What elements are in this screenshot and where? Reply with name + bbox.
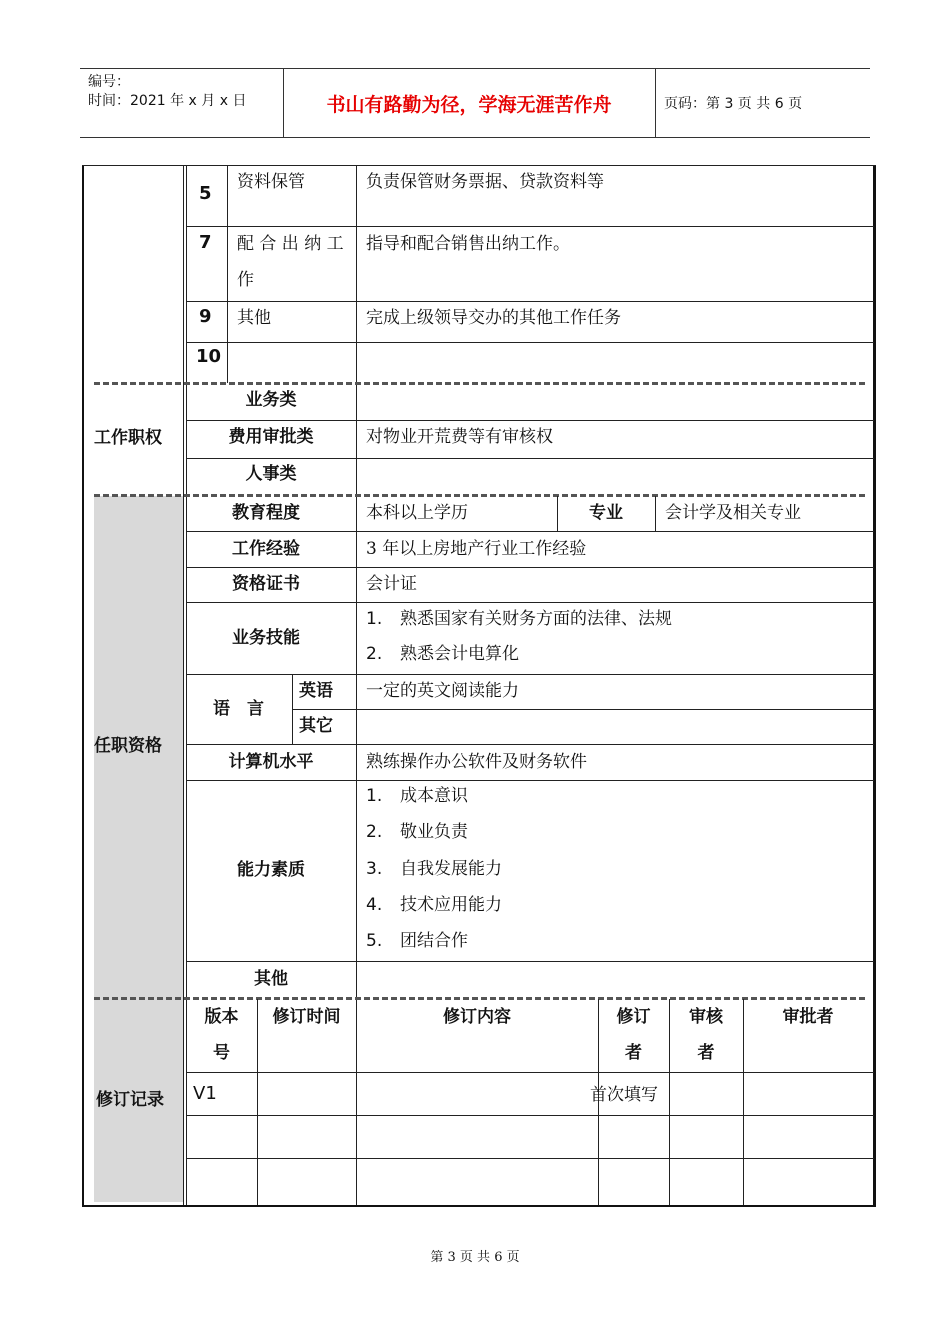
authority-label: 人事类 xyxy=(245,464,297,484)
duty-name: 资料保管 xyxy=(237,172,305,192)
header-content: 修订内容 xyxy=(443,1007,511,1027)
skill-item xyxy=(366,643,519,665)
major-value: 会计学及相关专业 xyxy=(665,503,801,523)
duty-number: 5 xyxy=(199,183,212,204)
header-auditor: 审核 xyxy=(689,1007,723,1027)
header-version-cont: 号 xyxy=(213,1043,230,1063)
section-separator xyxy=(94,382,865,385)
education-label: 教育程度 xyxy=(232,503,300,523)
english-label: 英语 xyxy=(299,681,333,701)
other-label: 其他 xyxy=(254,969,288,989)
skill-item xyxy=(366,608,672,630)
time-label: 时间：2021 年 x 月 x 日 xyxy=(88,93,247,109)
experience-value: 3 年以上房地产行业工作经验 xyxy=(366,539,587,559)
other-language-label: 其它 xyxy=(299,716,333,736)
language-label: 语 言 xyxy=(213,699,264,719)
header-meta xyxy=(88,73,246,111)
duty-number: 9 xyxy=(199,306,212,327)
header-reviser-cont: 者 xyxy=(625,1043,642,1063)
education-value: 本科以上学历 xyxy=(366,503,468,523)
page-footer: 第 3 页 共 6 页 xyxy=(430,1250,520,1265)
duty-number: 7 xyxy=(199,232,212,253)
ability-number: 5. xyxy=(366,931,383,951)
major-label: 专业 xyxy=(589,503,623,523)
section-separator xyxy=(94,494,865,497)
ability-number: 1. xyxy=(366,786,383,806)
header-auditor-cont: 者 xyxy=(697,1043,715,1063)
ability-item xyxy=(366,785,468,807)
ability-text: 团结合作 xyxy=(400,931,468,951)
ability-text: 敬业负责 xyxy=(400,822,468,842)
section-separator xyxy=(94,997,865,1000)
ability-item xyxy=(366,858,502,880)
duty-desc: 完成上级领导交办的其他工作任务 xyxy=(366,308,621,328)
ability-text: 自我发展能力 xyxy=(400,859,502,879)
header-version: 版本 xyxy=(204,1007,239,1027)
ability-item xyxy=(366,930,468,952)
ability-item xyxy=(366,821,468,843)
duty-number: 10 xyxy=(196,346,222,367)
authority-label: 业务类 xyxy=(245,390,297,410)
ability-number: 2. xyxy=(366,822,383,842)
ability-label: 能力素质 xyxy=(237,860,305,880)
skills-label: 业务技能 xyxy=(232,628,300,648)
skill-text: 熟悉会计电算化 xyxy=(400,644,519,664)
english-value: 一定的英文阅读能力 xyxy=(366,681,519,701)
certificate-label: 资格证书 xyxy=(232,574,300,594)
header-approver: 审批者 xyxy=(782,1007,834,1027)
computer-label: 计算机水平 xyxy=(228,752,314,772)
header-motto: 书山有路勤为径，学海无涯苦作舟 xyxy=(326,93,612,116)
ability-text: 成本意识 xyxy=(400,786,468,806)
section-title-authority: 工作职权 xyxy=(94,428,162,448)
header-page-info: 页码：第 3 页 共 6 页 xyxy=(664,96,803,112)
ability-number: 3. xyxy=(366,859,383,879)
skill-number: 1. xyxy=(366,609,383,629)
ability-item xyxy=(366,894,502,916)
computer-value: 熟练操作办公软件及财务软件 xyxy=(366,752,587,772)
duty-name: 其他 xyxy=(237,308,271,328)
section-title-revision: 修订记录 xyxy=(96,1090,164,1110)
duty-desc: 指导和配合销售出纳工作。 xyxy=(366,234,570,254)
header-reviser: 修订 xyxy=(616,1007,651,1027)
revision-version: V1 xyxy=(193,1083,217,1104)
certificate-value: 会计证 xyxy=(366,574,417,594)
ability-number: 4. xyxy=(366,895,383,915)
header-time: 修订时间 xyxy=(272,1007,341,1027)
duty-desc: 负责保管财务票据、贷款资料等 xyxy=(366,172,604,192)
duty-name-cont: 作 xyxy=(237,270,254,290)
page-header xyxy=(80,68,870,138)
duty-name: 配 合 出 纳 工 xyxy=(237,234,344,254)
revision-content: 首次填写 xyxy=(590,1085,658,1105)
skill-text: 熟悉国家有关财务方面的法律、法规 xyxy=(400,609,672,629)
section-title-qualification: 任职资格 xyxy=(94,736,162,756)
ability-text: 技术应用能力 xyxy=(400,895,502,915)
skill-number: 2. xyxy=(366,644,383,664)
header-divider xyxy=(655,69,656,137)
authority-label: 费用审批类 xyxy=(228,427,314,447)
experience-label: 工作经验 xyxy=(232,539,300,559)
serial-label: 编号： xyxy=(88,74,130,90)
authority-value: 对物业开荒费等有审核权 xyxy=(366,427,553,447)
